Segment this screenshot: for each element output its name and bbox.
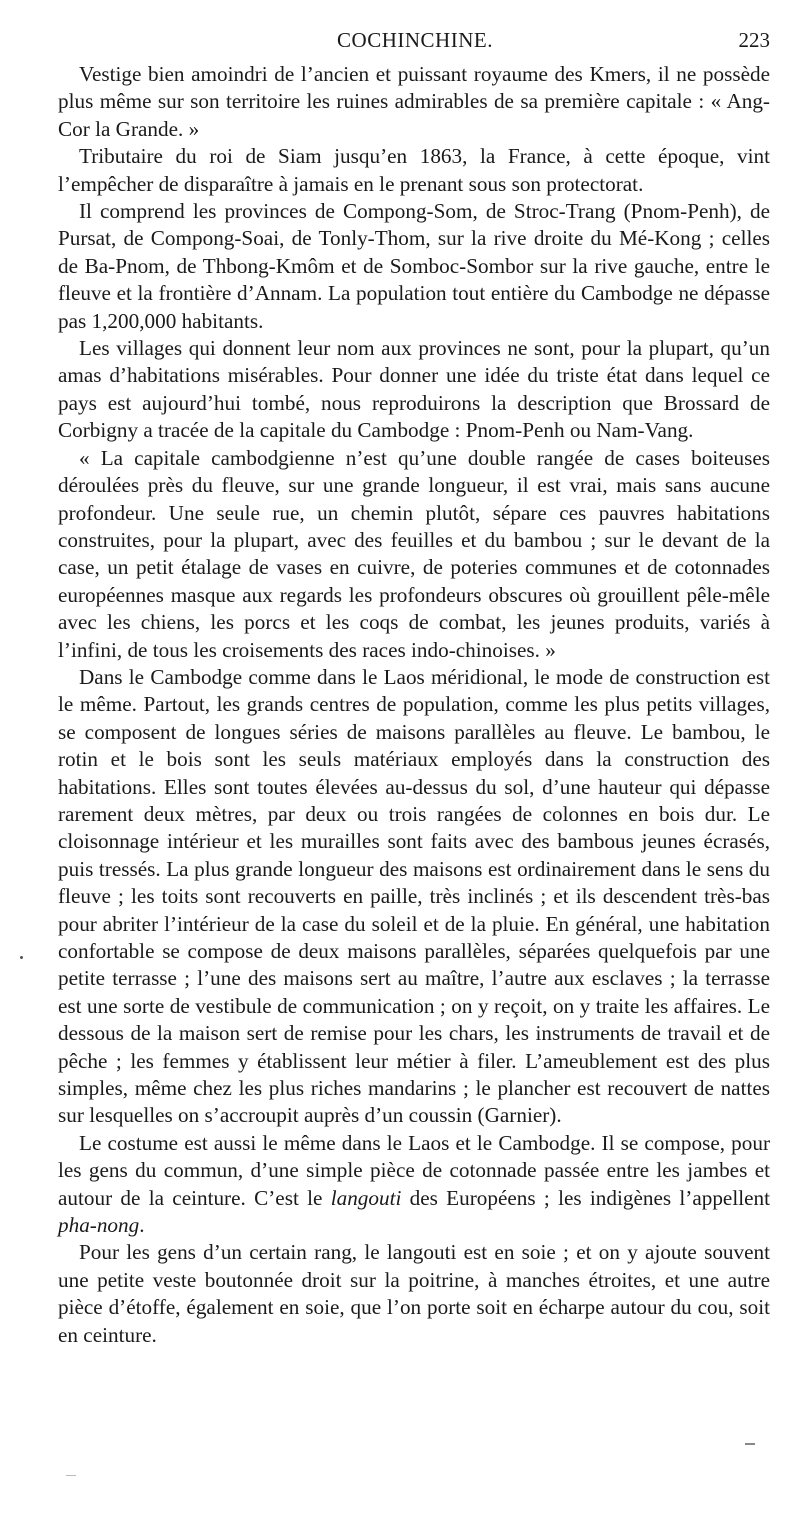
paragraph-rank: Pour les gens d’un certain rang, le langouti est en soie ; et on y ajoute souvent une petite veste boutonnée droit sur la poitrine, à manches étroites, et une autre pièce d’étoffe, également en soie, que l’on porte soit en écharpe autour du cou, soit en ceinture. [58,1240,770,1347]
print-mark [66,1475,76,1476]
page-header [60,28,770,58]
page-number: 223 [738,28,770,52]
paragraph-quotation: « La capitale cambodgienne n’est qu’une double rangée de cases boiteuses déroulées près du fleuve, sur une grande longueur, il est vrai, mais sans aucune profondeur. Une seule rue, un chemin plutôt, sépare ces pauvres habitations construites, pour la plupart, avec des feuilles et du bambou ; sur le devant de la case, un petit étalage de vases en cuivre, de poteries communes et de cotonnades européennes masque aux regards les profondeurs obscures où grouillent pêle-mêle avec les chiens, les porcs et les coqs de combat, les jeunes produits, variés à l’infini, de tous les croisements des races indo-chinoises. » [58,445,770,662]
costume-text-2: des Européens ; les indigènes l’appellent [401,1185,770,1210]
paragraph-villages: Les villages qui donnent leur nom aux provinces ne sont, pour la plupart, qu’un amas d’habitations misérables. Pour donner une idée du triste état dans lequel ce pays est aujourd’hui tombé, nous reproduirons la description que Brossard de Corbigny a tracée de la capitale du Cambodge : Pnom-Penh ou Nam-Vang. [58,336,770,443]
ink-dot [20,956,23,959]
paragraph-costume [58,1130,770,1240]
running-head: COCHINCHINE. [337,28,493,52]
term-pha-nong: pha-nong [58,1213,140,1238]
paragraph-kmers: Vestige bien amoindri de l’ancien et puissant royaume des Kmers, il ne possède plus même sur son territoire les ruines admirables de sa première capitale : « Ang-Cor la Grande. » [58,62,770,141]
paragraph-siam: Tributaire du roi de Siam jusqu’en 1863, la France, à cette époque, vint l’empêcher de disparaître à jamais en le prenant sous son protectorat. [58,144,770,196]
body-text [58,61,770,1349]
paragraph-provinces: Il comprend les provinces de Compong-Som, de Stroc-Trang (Pnom-Penh), de Pursat, de Compong-Soai, de Tonly-Thom, sur la rive droite du Mé-Kong ; celles de Ba-Pnom, de Thbong-Kmôm et de Somboc-Sombor sur la rive gauche, entre le fleuve et la frontière d’Annam. La population tout entière du Cambodge ne dépasse pas 1,200,000 habitants. [58,199,770,333]
costume-text-3: . [139,1213,145,1238]
paragraph-construction: Dans le Cambodge comme dans le Laos méridional, le mode de construction est le même. Partout, les grands centres de population, comme les plus petits villages, se composent de longues séries de maisons parallèles au fleuve. Le bambou, le rotin et le bois sont les seuls matériaux employés dans la construction des habitations. Elles sont toutes élevées au-dessus du sol, d’une hauteur qui dépasse rarement deux mètres, par deux ou trois rangées de colonnes en bois dur. Le cloisonnage intérieur et les murailles sont faits avec des bambous jeunes écrasés, puis tressés. La plus grande longueur des maisons est ordinairement dans le sens du fleuve ; les toits sont recouverts en paille, très inclinés ; et ils descendent très-bas pour abriter l’intérieur de la case du soleil et de la pluie. En général, une habitation confortable se compose de deux maisons parallèles, séparées quelquefois par une petite terrasse ; l’une des maisons sert au maître, l’autre aux esclaves ; la terrasse est une sorte de vestibule de communication ; on y reçoit, on y traite les affaires. Le dessous de la maison sert de remise pour les chars, les instruments de travail et de pêche ; les femmes y établissent leur métier à filer. L’ameublement est des plus simples, même chez les plus riches mandarins ; le plancher est recouvert de nattes sur lesquelles on s’accroupit auprès d’un coussin (Garnier). [58,664,770,1128]
costume-text-1: Le costume est aussi le même dans le Laos et le Cambodge. Il se compose, pour les gens du commun, d’une simple pièce de cotonnade passée entre les jambes et autour de la ceinture. C’est le [58,1130,770,1210]
term-langouti: langouti [330,1185,402,1210]
print-mark [745,1443,755,1445]
